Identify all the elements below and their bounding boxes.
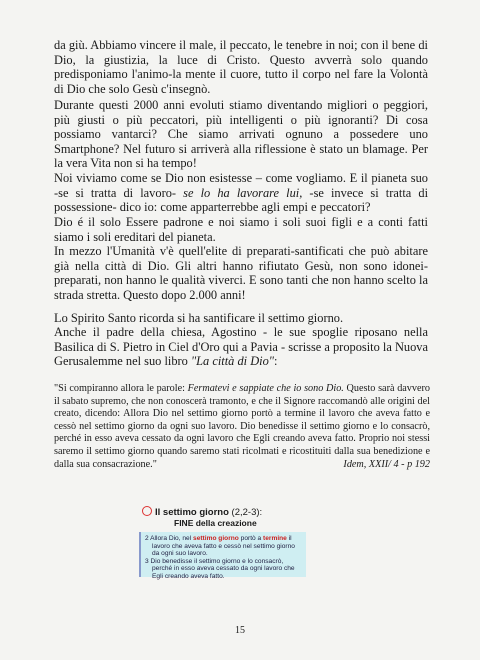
page-number: 15 — [235, 625, 245, 636]
paragraph-5: In mezzo l'Umanità v'è quell'elite di preparati-santificati che può abitare già nella città di Dio. Gli altri hanno rifiutato Gesù, non sono idonei-preparati, non hanno le qualità viverci. E sono tanti che non hanno scelto la strada stretta. Questo dopo 2.000 anni! — [54, 244, 428, 302]
scripture-box — [139, 532, 306, 580]
box-subtitle: FINE della creazione — [174, 518, 257, 528]
augustine-quote: "Si compiranno allora le parole: Fermatevi e sappiate che io sono Dio. Questo sarà davvero il sabato supremo, che non conoscerà tramonto, e che il Signore raccomandò alle origini del creato, dicendo: Allora Dio nel settimo giorno portò a termine il lavoro che aveva fatto e cessò nel settimo giorno da ogni suo lavoro. Dio benedisse il settimo giorno e lo consacrò, perché in esso aveva cessato da ogni lavoro che Egli creando aveva fatto. Proprio noi stessi saremo il settimo giorno quando saremo stati ricolmati e ricostituiti dalla sua benedizione e dalla sua consacrazione." Idem, XXII/ 4 - p 192 — [54, 383, 430, 470]
paragraph-7: Anche il padre della chiesa, Agostino - le sue spoglie riposano nella Basilica di S. Pietro in Ciel d'Oro qui a Pavia - scrisse a proposito la Nuova Gerusalemme nel suo libro "La città di Dio": — [54, 325, 428, 369]
circle-bullet-icon — [142, 506, 152, 516]
quote-reference: Idem, XXII/ 4 - p 192 — [343, 458, 430, 470]
paragraph-6: Lo Spirito Santo ricorda si ha santificare il settimo giorno. — [54, 311, 344, 325]
paragraph-1: da giù. Abbiamo vincere il male, il peccato, le tenebre in noi; con il bene di Dio, la giustizia, la luce di Cristo. Questo avverrà solo quando predisponiamo l'animo-la mente il cuore, tutto il corpo nel fare la Volontà di Dio che solo Gesù c'insegnò. — [54, 38, 428, 96]
paragraph-2: Durante questi 2000 anni evoluti stiamo diventando migliori o peggiori, più giusti o più peccatori, più intelligenti o più ignoranti? Di cosa possiamo vantarci? Che siamo arrivati ognuno a possedere uno Smartphone? Nel futuro si arriverà alla riflessione è stato un blamage. Per la vera Vita non si ha tempo! — [54, 98, 428, 171]
box-title: Il settimo giorno (2,2-3): — [142, 506, 262, 518]
paragraph-3: Noi viviamo come se Dio non esistesse – come vogliamo. E il pianeta suo -se si tratta di lavoro- se lo ha lavorare lui, -se invece si tratta di possessione- dico io: come apparterrebbe agli empi e peccatori? — [54, 171, 429, 215]
paragraph-4: Dio é il solo Essere padrone e noi siamo i soli suoi figli e a conti fatti siamo i soli ereditari del pianeta. — [54, 215, 428, 244]
verse-3: 3 Dio benedisse il settimo giorno e lo consacrò, perché in esso aveva cessato da ogni lavoro che Egli creando aveva fatto. — [145, 557, 295, 580]
verse-2: 2 Allora Dio, nel settimo giorno portò a termine il lavoro che aveva fatto e cessò nel settimo giorno da ogni suo lavoro. — [145, 535, 295, 558]
